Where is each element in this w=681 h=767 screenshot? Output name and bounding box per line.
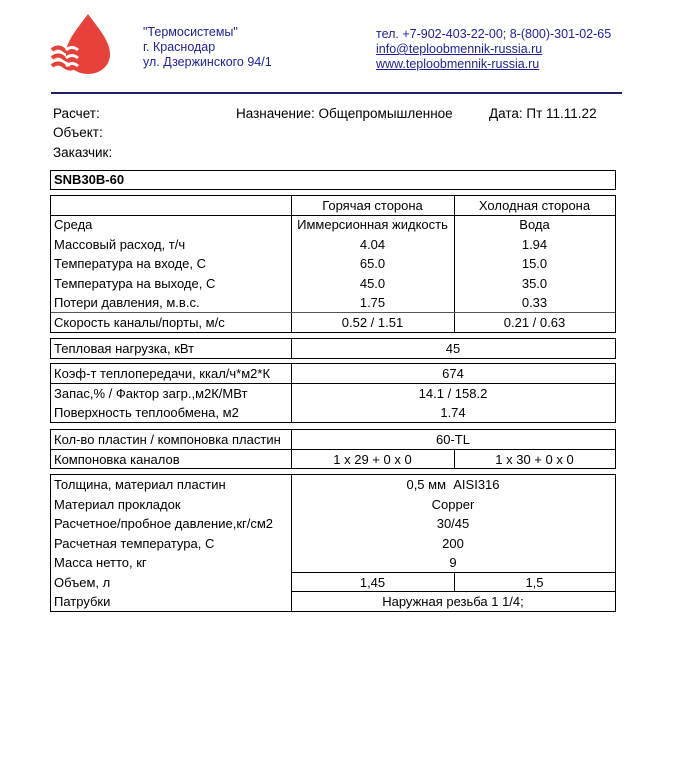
table-row: Среда Иммерсионная жидкость Вода xyxy=(54,217,550,232)
header-divider xyxy=(51,92,622,94)
table-row: Масса нетто, кг 9 xyxy=(54,555,457,570)
media-table xyxy=(50,195,616,333)
object-label: Объект: xyxy=(53,125,103,140)
table-row: Температура на входе, С 65.0 15.0 xyxy=(54,256,548,271)
plates-table xyxy=(50,429,616,469)
calc-label: Расчет: xyxy=(53,106,100,121)
model-name: SNB30B-60 xyxy=(54,172,125,187)
table-row: Патрубки Наружная резьба 1 1/4; xyxy=(54,594,524,609)
date: Дата: Пт 11.11.22 xyxy=(489,106,597,121)
website-link[interactable]: www.teploobmennik-russia.ru xyxy=(376,57,540,71)
company-address: ул. Дзержинского 94/1 xyxy=(143,55,272,69)
company-info xyxy=(143,25,272,70)
table-row: Потери давления, м.в.с. 1.75 0.33 xyxy=(54,295,548,310)
table-row: Температура на выходе, С 45.0 35.0 xyxy=(54,275,548,291)
construction-table xyxy=(50,474,616,612)
table-row: Массовый расход, т/ч 4.04 1.94 xyxy=(54,236,548,252)
drop-logo-icon xyxy=(48,12,118,76)
table-row: Объем, л 1,45 1,5 xyxy=(54,574,544,590)
company-city: г. Краснодар xyxy=(143,40,216,54)
table-row: Материал прокладок Copper xyxy=(54,496,475,512)
email-link[interactable]: info@teploobmennik-russia.ru xyxy=(376,42,543,56)
table-row: Поверхность теплообмена, м2 1.74 xyxy=(54,405,466,420)
table-row: Коэф-т теплопередачи, ккал/ч*м2*К 674 xyxy=(54,366,464,381)
customer-label: Заказчик: xyxy=(53,145,113,160)
cold-side-header: Холодная сторона xyxy=(478,198,591,213)
table-row: Запас,% / Фактор загр.,м2К/МВт 14.1 / 158.2 xyxy=(54,385,488,401)
company-logo xyxy=(48,12,118,76)
contacts xyxy=(376,27,611,72)
hot-side-header: Горячая сторона xyxy=(322,198,423,213)
table-row: Кол-во пластин / компоновка пластин 60-TL xyxy=(54,432,470,447)
table-row: Расчетное/пробное давление,кг/см2 30/45 xyxy=(54,516,470,531)
model-box xyxy=(50,170,616,190)
table-row: Тепловая нагрузка, кВт 45 xyxy=(54,341,461,356)
table-row: Компоновка каналов 1 x 29 + 0 x 0 1 x 30 + 0 x 0 xyxy=(54,451,574,467)
table-row: Скорость каналы/порты, м/с 0.52 / 1.51 0.21 / 0.63 xyxy=(54,314,566,330)
purpose: Назначение: Общепромышленное xyxy=(236,106,453,121)
company-name: "Термосистемы" xyxy=(143,25,238,39)
phone: тел. +7-902-403-22-00; 8-(800)-301-02-65 xyxy=(376,27,612,41)
performance-table xyxy=(50,363,616,423)
table-row: Расчетная температура, С 200 xyxy=(54,535,464,551)
table-row: Толщина, материал пластин 0,5 мм AISI316 xyxy=(54,477,500,492)
heat-load-table xyxy=(50,338,616,359)
